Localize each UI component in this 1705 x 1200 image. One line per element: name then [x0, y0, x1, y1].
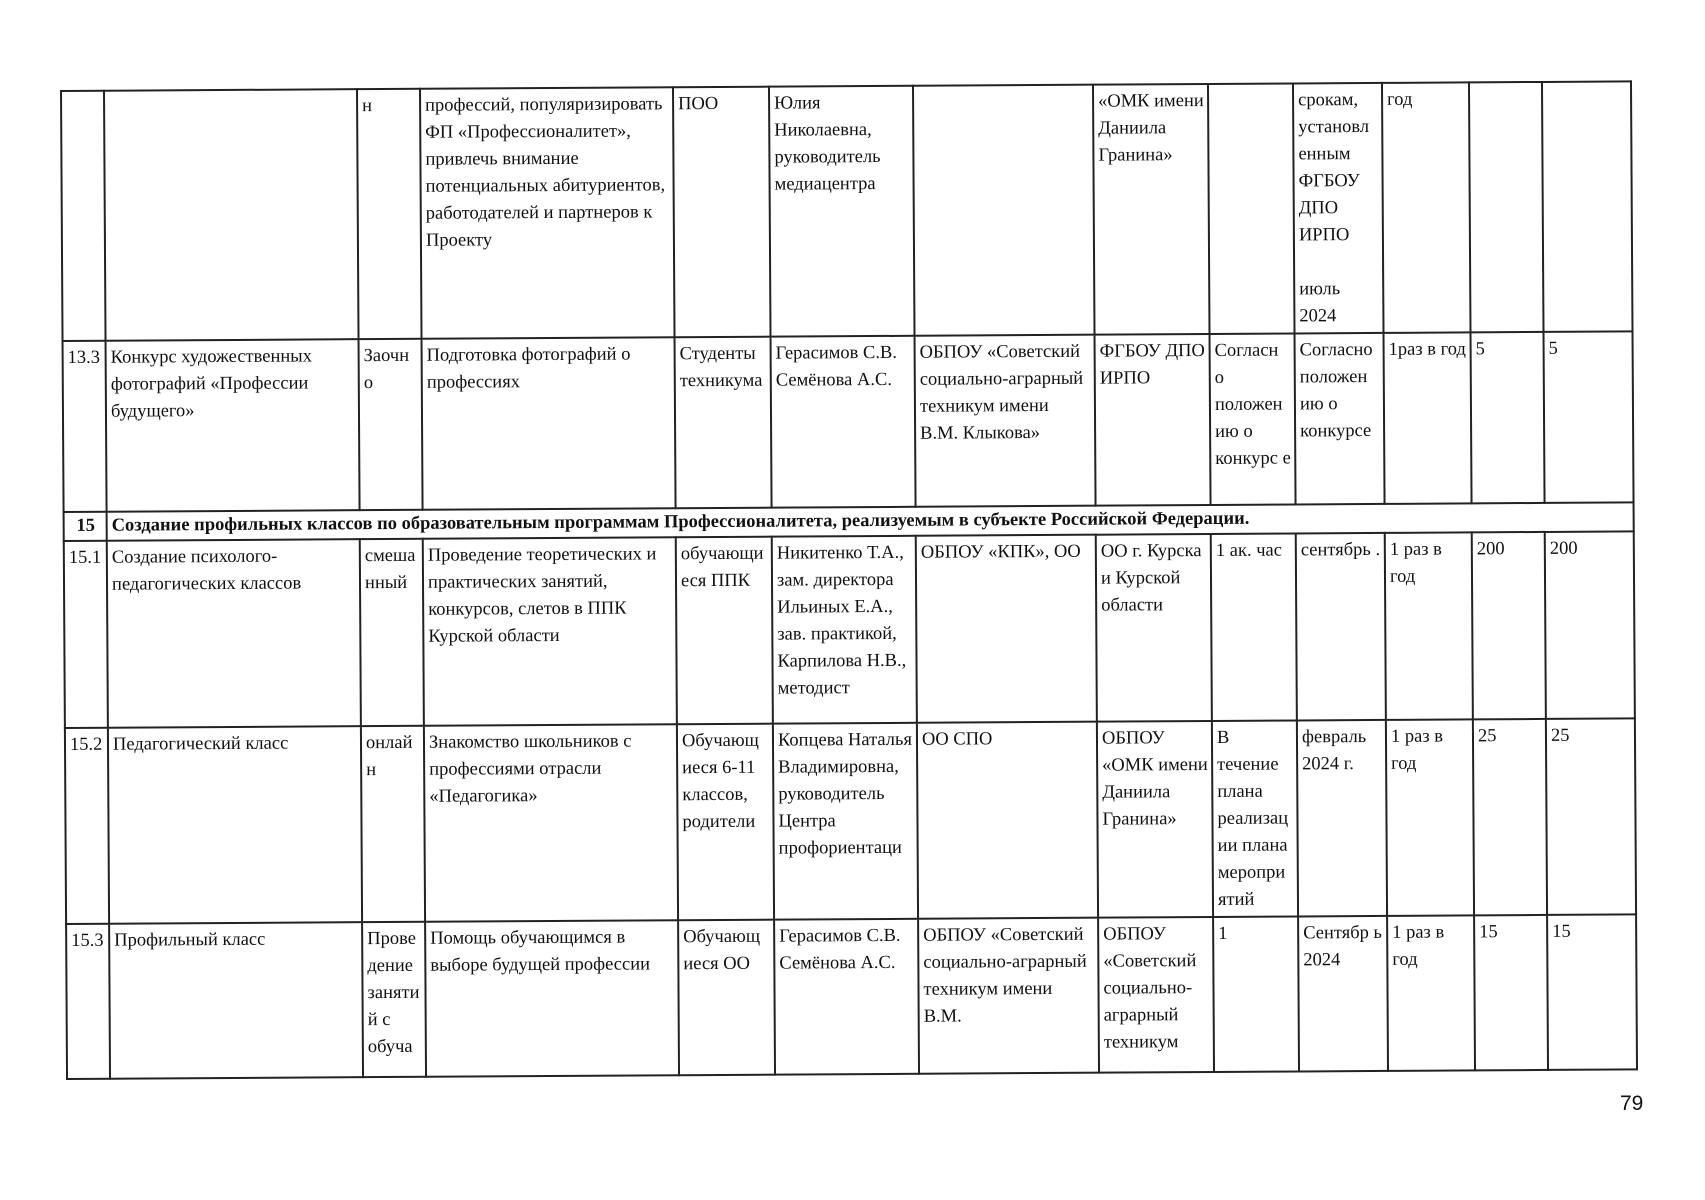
table-row: [65, 718, 1636, 924]
cell-num: 15.1: [64, 541, 108, 728]
cell-periodicity: 1 раз в год: [1386, 719, 1474, 916]
cell-num: 13.3: [63, 341, 107, 512]
cell-form: Заочно: [359, 339, 423, 510]
cell-organizer: ОБПОУ «КПК», ОО: [916, 535, 1097, 723]
cell-plan: 15: [1474, 915, 1548, 1070]
cell-name: Конкурс художественных фотографий «Профессии будущего»: [106, 339, 360, 512]
cell-num: 15.2: [65, 728, 109, 924]
cell-fact: [1542, 81, 1633, 332]
cell-content: профессий, популяризировать ФП «Профессионалитет», привлечь внимание потенциальных абитуриентов, работодателей и партнеров к Проекту: [420, 87, 675, 339]
cell-responsible: Копцева Наталья Владимировна, руководитель Центра профориентаци: [773, 723, 918, 920]
cell-partner: ОБПОУ «Советский социально-аграрный техникум: [1098, 917, 1214, 1073]
cell-form: смеша нный: [360, 539, 424, 726]
events-plan-table: [60, 80, 1638, 1080]
cell-organizer: ОБПОУ «Советский социально-аграрный техникум имени В.М.: [918, 918, 1099, 1074]
cell-partner: ОБПОУ «ОМК имени Даниила Гранина»: [1097, 721, 1213, 918]
cell-organizer: ОО СПО: [917, 722, 1098, 919]
cell-participants: Обучающ иеся 6-11 классов, родители: [677, 724, 774, 921]
cell-partner: ОО г. Курска и Курской области: [1096, 534, 1212, 722]
cell-periodicity: 1 раз в год: [1387, 915, 1475, 1071]
cell-form: онлай н: [361, 726, 425, 922]
cell-duration: 1 ак. час: [1211, 533, 1297, 721]
cell-dates-part2: июль 2024: [1299, 279, 1341, 327]
cell-dates-part1: срокам, установл енным ФГБОУ ДПО ИРПО: [1298, 90, 1370, 246]
cell-organizer: [913, 85, 1095, 336]
cell-responsible: Юлия Николаевна, руководитель медиацентра: [769, 86, 915, 337]
cell-duration: [1208, 83, 1295, 334]
cell-fact: 15: [1547, 914, 1637, 1070]
cell-plan: 5: [1471, 332, 1545, 503]
cell-participants: Обучающ иеся ОО: [678, 920, 775, 1076]
section-number: 15: [64, 512, 107, 541]
cell-organizer: ОБПОУ «Советский социально-аграрный техникум имени В.М. Клыкова»: [915, 335, 1096, 507]
table-row: [63, 331, 1634, 512]
table-row: [64, 531, 1635, 728]
cell-dates: Сентябр ь 2024: [1298, 916, 1388, 1072]
cell-content: Проведение теоретических и практических занятий, конкурсов, слетов в ППК Курской области: [423, 537, 677, 726]
table-row: [66, 914, 1637, 1079]
cell-dates: февраль 2024 г.: [1297, 720, 1387, 917]
cell-duration: 1: [1213, 916, 1299, 1072]
cell-fact: 5: [1544, 331, 1634, 503]
cell-partner: «ОМК имени Даниила Гранина»: [1093, 84, 1210, 335]
cell-content: Подготовка фотографий о профессиях: [422, 337, 676, 510]
cell-content: Помощь обучающимся в выборе будущей профессии: [425, 920, 679, 1077]
cell-periodicity: 1 раз в год: [1385, 532, 1473, 720]
cell-participants: обучающи еся ППК: [676, 537, 773, 725]
cell-name: Педагогический класс: [108, 726, 362, 924]
cell-responsible: Герасимов С.В. Семёнова А.С.: [771, 336, 916, 508]
cell-participants: Студенты техникума: [675, 337, 772, 509]
cell-name: Профильный класс: [109, 922, 363, 1079]
cell-dates: Согласно положен ию о конкурсе: [1295, 333, 1385, 505]
cell-form: н: [357, 89, 422, 339]
cell-num: [61, 91, 106, 341]
cell-plan: 25: [1473, 719, 1547, 915]
cell-content: Знакомство школьников с профессиями отрасли «Педагогика»: [424, 724, 678, 922]
cell-dates: сентябрь .: [1296, 533, 1386, 721]
cell-periodicity: 1раз в год: [1384, 332, 1472, 504]
cell-participants: ПОО: [673, 87, 771, 338]
table-row-continuation: [61, 81, 1632, 341]
cell-name: [104, 89, 359, 341]
cell-form: Прове дение заняти й с обуча: [362, 922, 426, 1077]
section-title: Создание профильных классов по образовательным программам Профессионалитета, реализуемым в субъекте Российской Федерации.: [107, 502, 1634, 540]
cell-fact: 200: [1545, 531, 1635, 719]
page-number: 79: [1620, 1092, 1644, 1115]
cell-plan: [1469, 82, 1544, 332]
cell-dates: [1293, 83, 1384, 334]
cell-responsible: Никитенко Т.А., зам. директора Ильиных Е.А., зав. практикой, Карпилова Н.В., методист: [772, 536, 917, 724]
cell-num: 15.3: [66, 924, 110, 1079]
cell-plan: 200: [1472, 532, 1546, 719]
cell-partner: ФГБОУ ДПО ИРПО: [1095, 334, 1211, 506]
cell-responsible: Герасимов С.В. Семёнова А.С.: [774, 919, 919, 1075]
cell-periodicity: год: [1382, 82, 1471, 333]
cell-duration: В течение плана реализац ии плана меропри ятий: [1212, 720, 1298, 917]
cell-duration: Согласн о положен ию о конкурс е: [1210, 333, 1296, 505]
cell-name: Создание психолого-педагогических классов: [107, 539, 361, 728]
cell-fact: 25: [1546, 718, 1636, 915]
